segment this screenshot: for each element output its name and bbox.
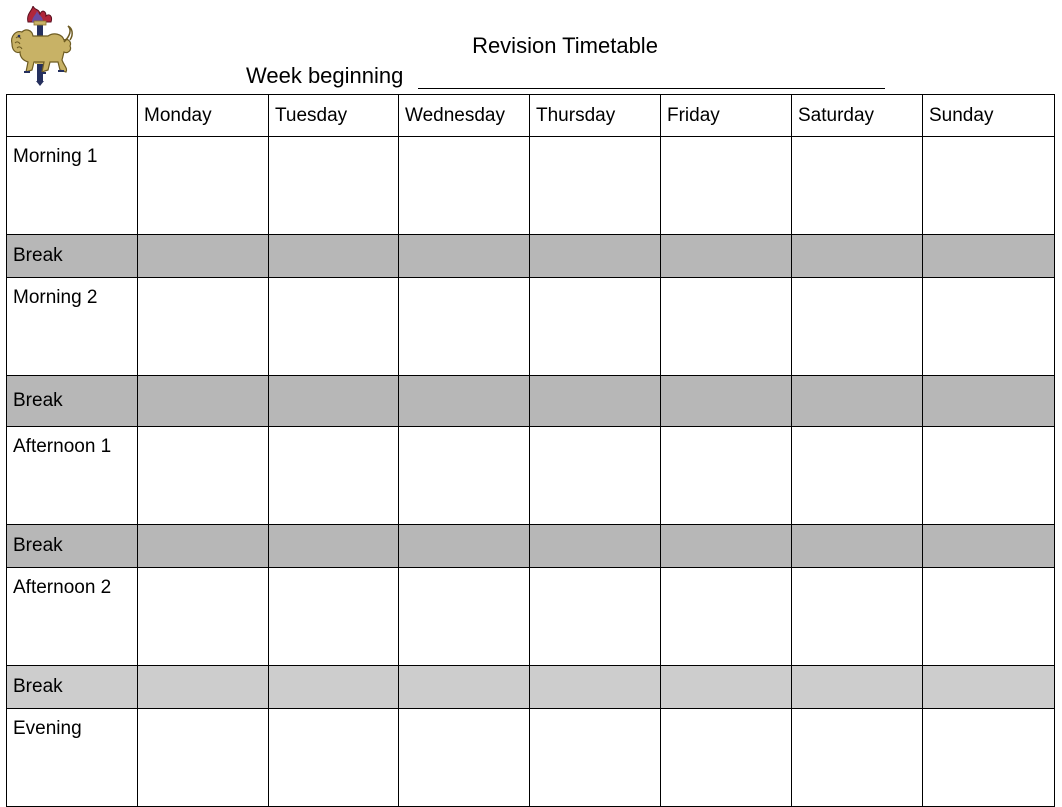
timetable-cell xyxy=(138,137,269,235)
break-cell xyxy=(661,525,792,568)
break-cell xyxy=(269,376,399,427)
timetable-cell xyxy=(661,568,792,666)
timetable-cell xyxy=(138,427,269,525)
day-header-wednesday: Wednesday xyxy=(399,95,530,137)
timetable-cell xyxy=(530,137,661,235)
header-row xyxy=(7,95,1055,137)
row-label: Break xyxy=(7,235,138,278)
break-cell xyxy=(661,666,792,709)
break-cell xyxy=(792,666,923,709)
timetable-cell xyxy=(923,427,1055,525)
day-header-monday: Monday xyxy=(138,95,269,137)
day-header-thursday: Thursday xyxy=(530,95,661,137)
break-cell xyxy=(138,376,269,427)
timetable-cell xyxy=(138,709,269,807)
timetable-cell xyxy=(269,427,399,525)
timetable-cell xyxy=(661,427,792,525)
break-cell xyxy=(138,525,269,568)
row-label: Morning 1 xyxy=(7,137,138,235)
timetable-cell xyxy=(923,278,1055,376)
break-cell xyxy=(269,525,399,568)
row-label: Morning 2 xyxy=(7,278,138,376)
timetable-cell xyxy=(399,568,530,666)
timetable-cell xyxy=(269,709,399,807)
timetable-cell xyxy=(399,278,530,376)
break-cell xyxy=(530,666,661,709)
row-label: Evening xyxy=(7,709,138,807)
timetable-cell xyxy=(269,278,399,376)
timetable-cell xyxy=(399,427,530,525)
corner-cell xyxy=(7,95,138,137)
day-header-friday: Friday xyxy=(661,95,792,137)
timetable-row xyxy=(7,137,1055,235)
timetable-cell xyxy=(661,137,792,235)
break-row xyxy=(7,666,1055,709)
timetable-cell xyxy=(923,568,1055,666)
row-label: Break xyxy=(7,666,138,709)
timetable-cell xyxy=(530,709,661,807)
break-cell xyxy=(399,376,530,427)
revision-timetable xyxy=(6,94,1055,807)
timetable-cell xyxy=(792,278,923,376)
timetable-cell xyxy=(792,709,923,807)
break-cell xyxy=(530,525,661,568)
break-cell xyxy=(138,235,269,278)
break-cell xyxy=(138,666,269,709)
timetable-cell xyxy=(661,278,792,376)
timetable-row xyxy=(7,278,1055,376)
row-label: Break xyxy=(7,376,138,427)
day-header-saturday: Saturday xyxy=(792,95,923,137)
timetable-cell xyxy=(792,137,923,235)
day-header-tuesday: Tuesday xyxy=(269,95,399,137)
timetable-cell xyxy=(138,278,269,376)
week-beginning-label: Week beginning xyxy=(246,63,404,88)
timetable-cell xyxy=(269,137,399,235)
timetable-cell xyxy=(661,709,792,807)
break-row xyxy=(7,235,1055,278)
break-cell xyxy=(792,525,923,568)
break-cell xyxy=(269,666,399,709)
timetable-row xyxy=(7,427,1055,525)
row-label: Afternoon 1 xyxy=(7,427,138,525)
timetable-cell xyxy=(792,427,923,525)
break-row xyxy=(7,376,1055,427)
break-cell xyxy=(530,235,661,278)
break-row xyxy=(7,525,1055,568)
break-cell xyxy=(530,376,661,427)
break-cell xyxy=(792,235,923,278)
day-header-sunday: Sunday xyxy=(923,95,1055,137)
break-cell xyxy=(792,376,923,427)
page-title: Revision Timetable xyxy=(472,33,658,58)
row-label: Afternoon 2 xyxy=(7,568,138,666)
timetable-cell xyxy=(530,278,661,376)
break-cell xyxy=(923,376,1055,427)
timetable-row xyxy=(7,709,1055,807)
break-cell xyxy=(399,666,530,709)
break-cell xyxy=(269,235,399,278)
timetable-cell xyxy=(269,568,399,666)
timetable-cell xyxy=(399,137,530,235)
break-cell xyxy=(923,235,1055,278)
timetable-cell xyxy=(923,709,1055,807)
timetable-cell xyxy=(138,568,269,666)
row-label: Break xyxy=(7,525,138,568)
break-cell xyxy=(923,666,1055,709)
week-beginning-line xyxy=(418,88,885,89)
break-cell xyxy=(661,376,792,427)
timetable-row xyxy=(7,568,1055,666)
break-cell xyxy=(399,235,530,278)
break-cell xyxy=(661,235,792,278)
timetable-cell xyxy=(399,709,530,807)
timetable-cell xyxy=(530,427,661,525)
timetable-cell xyxy=(792,568,923,666)
timetable-cell xyxy=(923,137,1055,235)
break-cell xyxy=(399,525,530,568)
timetable-cell xyxy=(530,568,661,666)
break-cell xyxy=(923,525,1055,568)
